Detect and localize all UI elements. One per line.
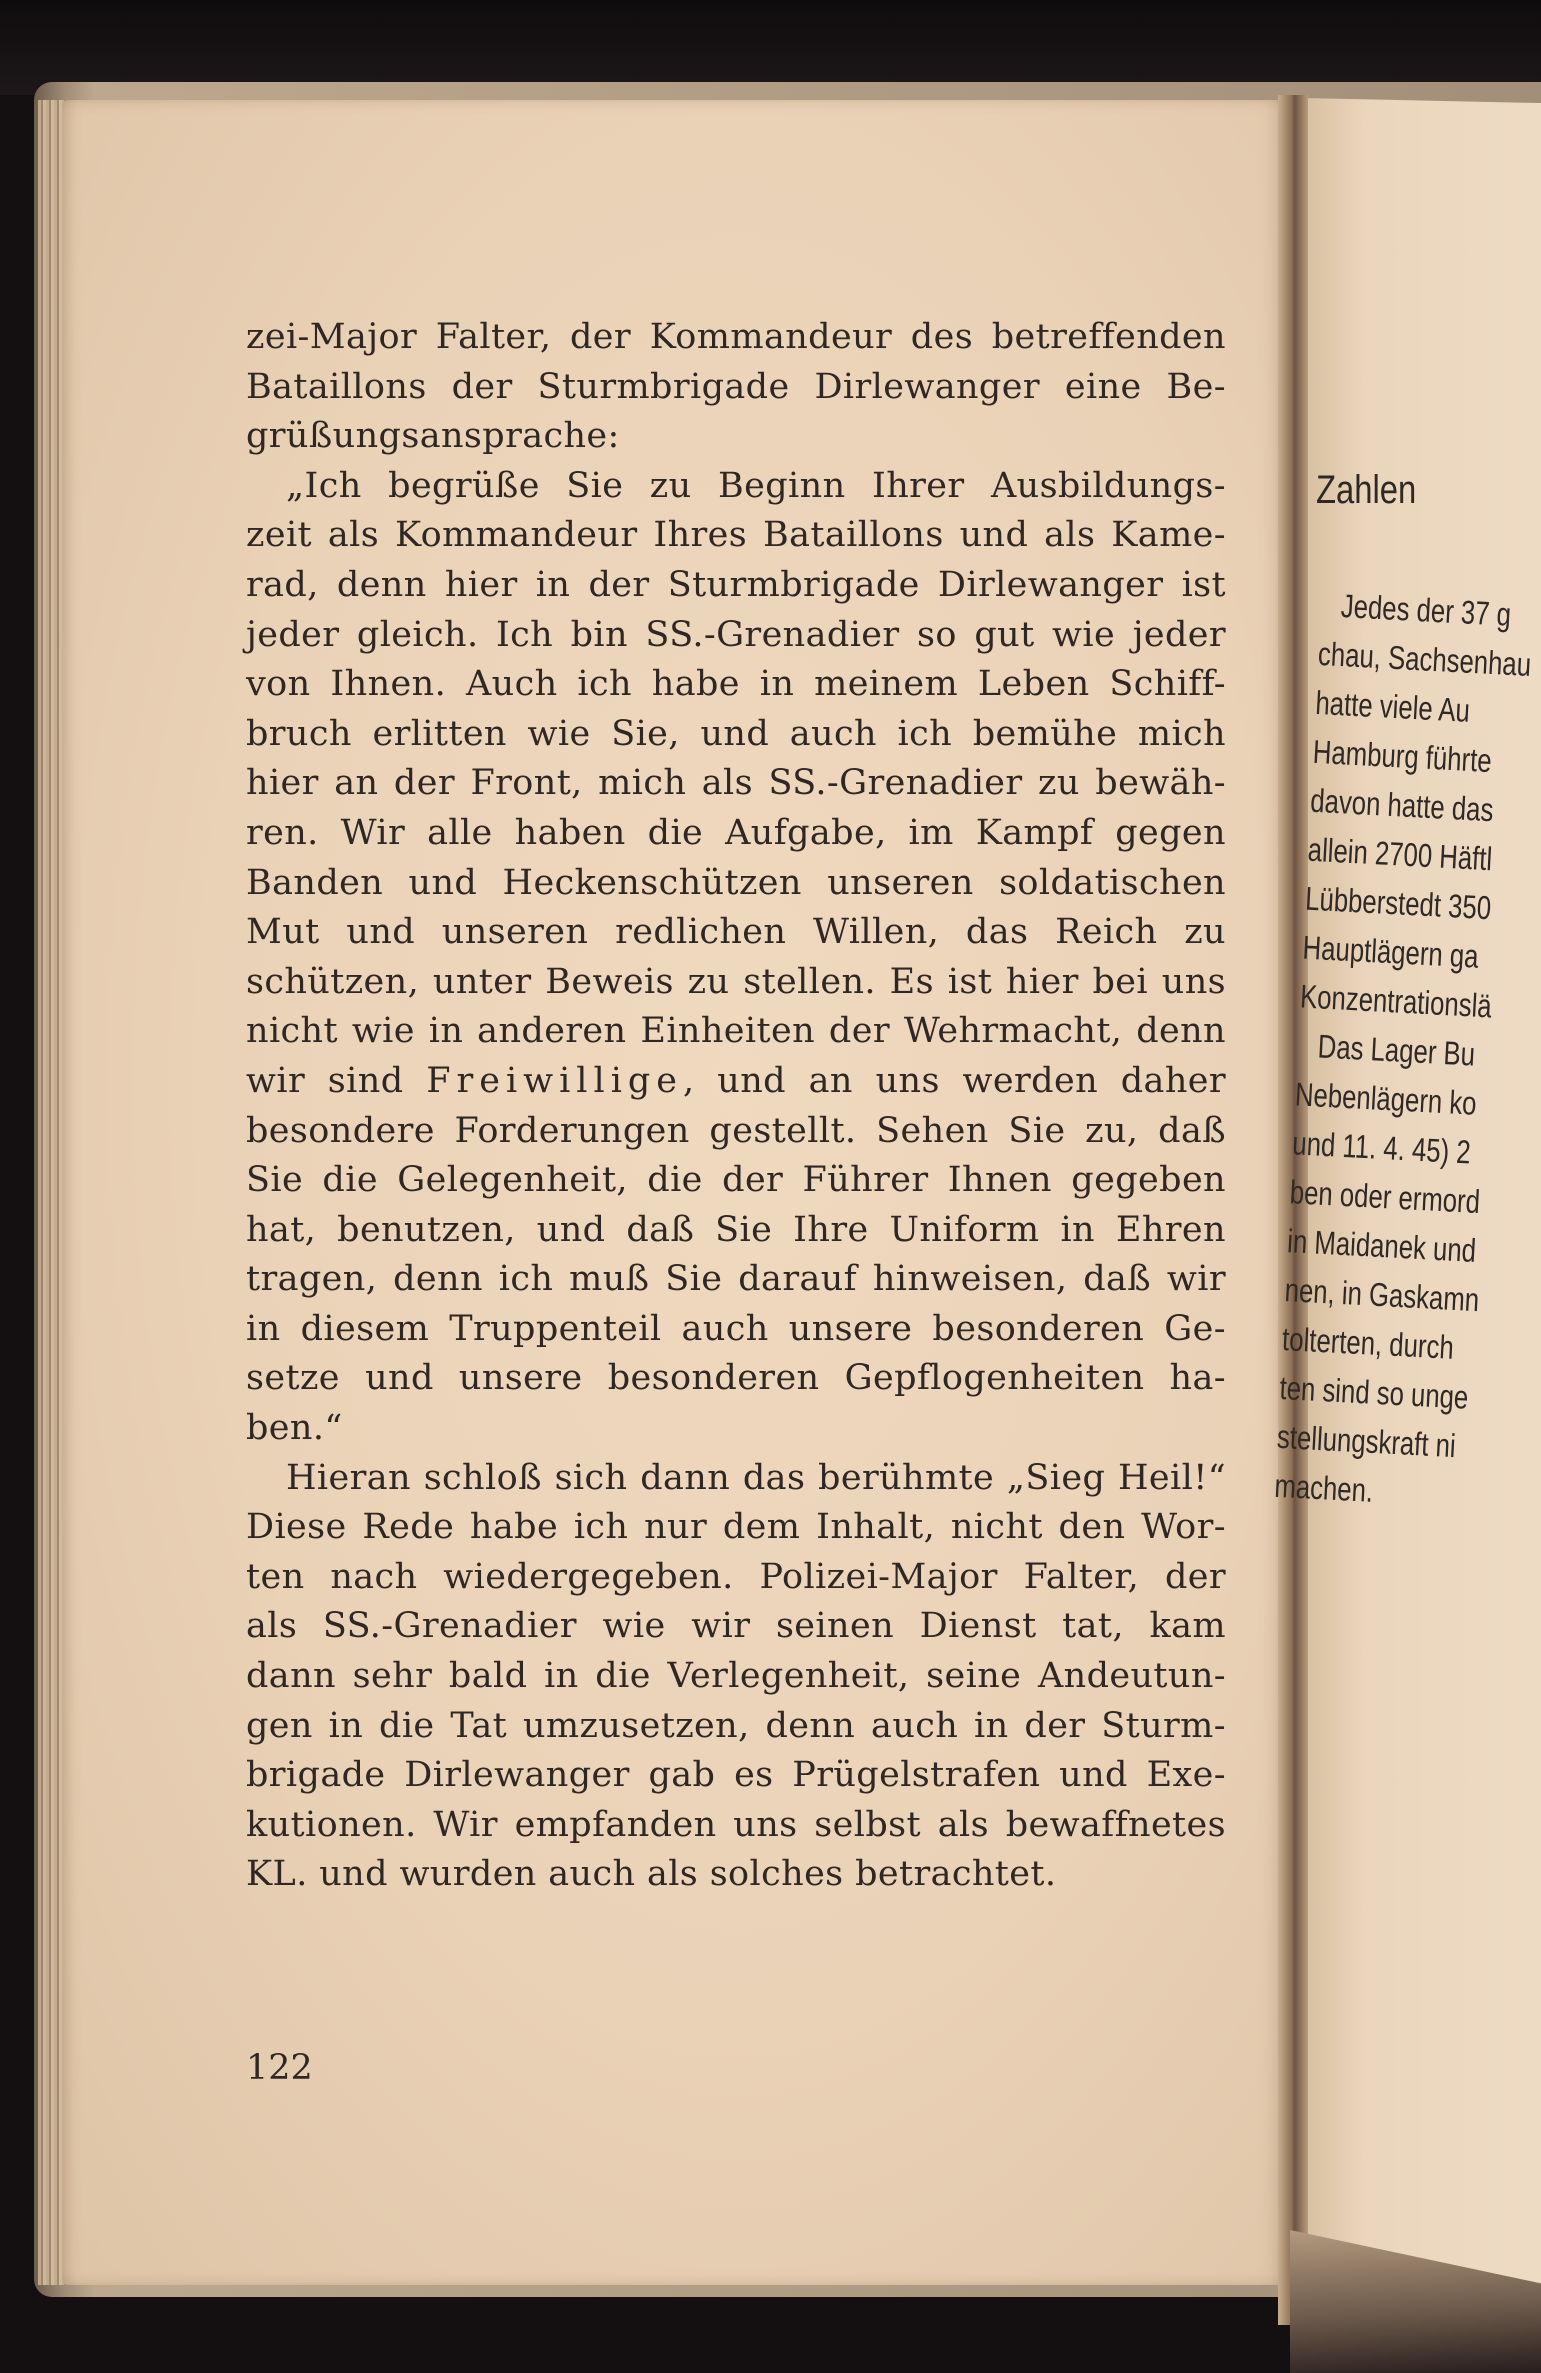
text-line: Das Lager Bu — [1316, 1027, 1477, 1073]
text-line: ben oder ermord — [1288, 1173, 1481, 1221]
right-page-heading: Zahlen — [1316, 468, 1417, 512]
text-line: schützen, unter Beweis zu stellen. Es ist hier bei uns — [246, 961, 1226, 1002]
text-line: Jedes der 37 g — [1340, 587, 1513, 633]
text-line: Hamburg führte — [1312, 732, 1493, 780]
text-line: von Ihnen. Auch ich habe in meinem Leben Schiff- — [246, 664, 1226, 705]
text-line: grüßungsansprache: — [246, 416, 620, 457]
text-line: tragen, denn ich muß Sie darauf hinweisen, daß wir — [246, 1259, 1226, 1300]
text-line: machen. — [1273, 1466, 1375, 1509]
page-number: 122 — [246, 2048, 313, 2088]
text-fragment: wir sind — [246, 1060, 427, 1101]
text-line: kutionen. Wir empfanden uns selbst als bewaffnetes — [246, 1804, 1226, 1845]
text-line: setze und unsere besonderen Gepflogenheiten ha- — [246, 1358, 1226, 1399]
text-line: ren. Wir alle haben die Aufgabe, im Kampf gegen — [246, 812, 1226, 853]
page-stack-edge — [38, 100, 64, 2285]
text-line: Hauptlägern ga — [1301, 928, 1480, 975]
text-line: Mut und unseren redlichen Willen, das Reich zu — [246, 912, 1226, 953]
text-line: bruch erlitten wie Sie, und auch ich bemühe mich — [246, 713, 1226, 754]
text-line: Nebenlägern ko — [1294, 1075, 1478, 1122]
text-line: Sie die Gelegenheit, die der Führer Ihnen gegeben — [246, 1160, 1226, 1201]
text-line: hier an der Front, mich als SS.-Grenadier zu bewäh- — [246, 763, 1226, 804]
text-line: „Ich begrüße Sie zu Beginn Ihrer Ausbildungs- — [286, 465, 1226, 506]
text-line: in Maidanek und — [1286, 1222, 1477, 1269]
text-line: chau, Sachsenhau — [1317, 634, 1533, 684]
text-fragment: , und an uns werden daher — [683, 1060, 1226, 1101]
text-line: brigade Dirlewanger gab es Prügelstrafen und Exe- — [246, 1755, 1226, 1796]
text-line: jeder gleich. Ich bin SS.-Grenadier so gut wie jeder — [246, 614, 1226, 655]
text-line: besondere Forderungen gestellt. Sehen Sie zu, daß — [246, 1110, 1226, 1151]
text-line: ten sind so unge — [1278, 1368, 1470, 1416]
text-line: gen in die Tat umzusetzen, denn auch in der Sturm- — [246, 1705, 1226, 1746]
text-line: Konzentrationslä — [1299, 977, 1493, 1025]
text-line: nicht wie in anderen Einheiten der Wehrmacht, denn — [246, 1011, 1226, 1052]
spaced-emphasis: Freiwillige — [426, 1060, 684, 1101]
text-line: zeit als Kommandeur Ihres Bataillons und als Kame- — [246, 515, 1226, 556]
text-line: in diesem Truppenteil auch unsere besonderen Ge- — [246, 1308, 1226, 1349]
text-line: zei-Major Falter, der Kommandeur des betreffenden — [246, 317, 1226, 357]
text-line: KL. und wurden auch als solches betrachtet. — [246, 1854, 1057, 1895]
text-line: stellungskraft ni — [1276, 1417, 1457, 1465]
text-line: hatte viele Au — [1314, 683, 1471, 729]
background-dark — [0, 0, 1541, 95]
text-line: hat, benutzen, und daß Sie Ihre Uniform in Ehren — [246, 1209, 1226, 1250]
text-line: dann sehr bald in die Verlegenheit, seine Andeutun- — [246, 1656, 1226, 1697]
text-line: Banden und Heckenschützen unseren soldatischen — [246, 862, 1226, 903]
text-line: und 11. 4. 45) 2 — [1291, 1124, 1472, 1171]
text-line: Bataillons der Sturmbrigade Dirlewanger eine Be- — [246, 366, 1226, 407]
text-line: Hieran schloß sich dann das berühmte „Sieg Heil!“ — [286, 1457, 1226, 1498]
text-line-spaced — [246, 1057, 1226, 1107]
text-line: davon hatte das — [1309, 781, 1495, 829]
text-line: tolterten, durch — [1281, 1319, 1455, 1366]
text-line: Diese Rede habe ich nur dem Inhalt, nicht den Wor- — [246, 1507, 1226, 1548]
text-line: Lübberstedt 350 — [1304, 879, 1493, 927]
text-line: rad, denn hier in der Sturmbrigade Dirlewanger ist — [246, 564, 1226, 605]
text-line: als SS.-Grenadier wie wir seinen Dienst tat, kam — [246, 1606, 1226, 1647]
left-page-text — [246, 313, 1226, 1900]
text-line: ten nach wiedergegeben. Polizei-Major Falter, der — [246, 1556, 1226, 1597]
text-line: ben.“ — [246, 1408, 343, 1449]
text-line: allein 2700 Häftl — [1306, 830, 1494, 878]
text-line: nen, in Gaskamn — [1283, 1271, 1481, 1319]
